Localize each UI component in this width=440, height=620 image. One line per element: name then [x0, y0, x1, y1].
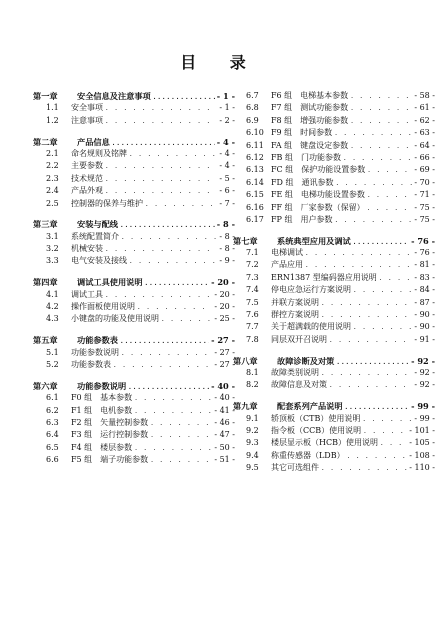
toc-entry-label: 产品应用 [271, 260, 303, 270]
toc-section-entry[interactable] [233, 115, 435, 127]
toc-entry-label: 关于超满载的使用说明 [271, 322, 351, 332]
toc-entry-number: 6.9 [246, 115, 259, 125]
toc-entry-number: 7.5 [246, 297, 259, 307]
toc-entry-number: 第五章 [33, 335, 58, 346]
toc-dot-leader [329, 380, 412, 391]
toc-page-number: - 20 - [211, 277, 235, 288]
toc-section-entry[interactable] [233, 177, 435, 189]
toc-entry-label: 安全事项 [71, 103, 103, 113]
toc-entry-number: 1.2 [46, 115, 59, 125]
toc-entry-label: 并联方案说明 [271, 297, 319, 307]
toc-page-number: - 27 - [211, 335, 235, 346]
toc-page-number: - 64 - [414, 140, 435, 150]
toc-page-number: - 99 - [411, 401, 435, 412]
toc-chapter-entry[interactable] [33, 136, 235, 148]
toc-page-number: - 58 - [414, 91, 435, 100]
toc-entry-number: 6.12 [246, 152, 264, 162]
toc-entry-label: FD 组 通讯参数 [271, 177, 334, 187]
toc-page-number: - 1 - [216, 91, 235, 101]
toc-page-number: - 87 - [414, 297, 435, 307]
toc-dot-leader [121, 232, 217, 243]
toc-section-entry[interactable] [33, 115, 235, 127]
toc-entry-number: 7.2 [246, 260, 259, 270]
toc-dot-leader [105, 174, 217, 185]
toc-dot-leader [336, 357, 409, 367]
toc-page-number: - 84 - [414, 285, 435, 295]
toc-page-number: - 76 - [411, 235, 435, 246]
toc-section-entry[interactable] [33, 392, 235, 404]
toc-dot-leader [367, 190, 412, 201]
toc-dot-leader [347, 451, 408, 462]
toc-gap [233, 346, 435, 354]
toc-entry-label: 功能参数表 [77, 335, 118, 346]
toc-section-entry[interactable] [33, 148, 235, 160]
toc-entry-number: 7.8 [246, 334, 259, 344]
toc-dot-leader [121, 348, 212, 359]
toc-entry-number: 4.3 [46, 314, 59, 324]
toc-entry-number: 7.7 [246, 322, 259, 332]
toc-page-number: - 4 - [219, 161, 235, 171]
toc-entry-number: 6.7 [246, 91, 259, 100]
toc-entry-number: 9.1 [246, 413, 259, 423]
toc-entry-label: 电气安装及接线 [71, 256, 127, 266]
toc-entry-label: 技术规范 [71, 173, 103, 183]
toc-page-number: - 20 - [214, 289, 235, 299]
toc-entry-number: 7.4 [246, 285, 259, 295]
toc-dot-leader [105, 161, 217, 172]
toc-entry-label: 其它可选组件 [271, 463, 319, 473]
toc-dot-leader [321, 368, 412, 379]
toc-section-entry[interactable] [233, 152, 435, 164]
toc-entry-label: FF 组 厂家参数（保留） [271, 202, 365, 212]
toc-dot-leader [305, 248, 412, 259]
toc-section-entry[interactable] [33, 405, 235, 417]
toc-dot-leader [321, 463, 407, 474]
toc-page-number: - 99 - [414, 413, 435, 423]
toc-entry-label: 故障类别说明 [271, 367, 319, 377]
toc-entry-number: 6.13 [246, 165, 264, 175]
toc-section-entry[interactable] [233, 321, 435, 333]
toc-dot-leader [343, 153, 412, 164]
toc-entry-label: 指令板（CCB）使用说明 [271, 425, 362, 435]
toc-dot-leader [334, 215, 412, 226]
toc-section-entry[interactable] [233, 164, 435, 176]
toc-section-entry[interactable] [233, 259, 435, 271]
toc-entry-label: 轿顶板（CTB）使用说明 [271, 413, 361, 423]
toc-chapter-entry[interactable] [33, 380, 235, 392]
toc-dot-leader [321, 298, 412, 309]
toc-chapter-entry[interactable] [233, 235, 435, 247]
toc-chapter-entry[interactable] [33, 334, 235, 346]
toc-dot-leader [137, 302, 212, 313]
toc-section-entry[interactable] [233, 437, 435, 449]
toc-section-entry[interactable] [33, 102, 235, 114]
toc-dot-leader [161, 314, 212, 325]
toc-section-entry[interactable] [33, 243, 235, 255]
toc-dot-leader [367, 203, 413, 214]
toc-column-right [233, 90, 435, 475]
toc-entry-label: F3 组 运行控制参数 [71, 430, 149, 440]
toc-entry-label: 电梯调试 [271, 248, 303, 258]
toc-entry-label: FA 组 键盘设定参数 [271, 140, 349, 150]
toc-section-entry[interactable] [233, 202, 435, 214]
toc-page-number: - 61 - [414, 103, 435, 113]
toc-dot-leader [353, 322, 412, 333]
toc-entry-label: 称重传感器（LDB） [271, 450, 345, 460]
toc-page-number: - 70 - [414, 177, 435, 187]
toc-section-entry[interactable] [33, 359, 235, 371]
toc-dot-leader [350, 103, 412, 114]
toc-dot-leader [134, 393, 212, 404]
toc-page-number: - 76 - [414, 248, 435, 258]
toc-page-number: - 8 - [216, 219, 235, 230]
toc-section-entry[interactable] [33, 160, 235, 172]
toc-page-number: - 110 - [409, 463, 435, 473]
toc-entry-label: F0 组 基本参数 [71, 393, 133, 403]
toc-entry-number: 9.3 [246, 438, 259, 448]
toc-dot-leader [379, 273, 413, 284]
toc-page-number: - 9 - [219, 256, 235, 266]
toc-dot-leader [153, 92, 215, 102]
toc-entry-label: 调试工具 [71, 289, 103, 299]
toc-section-entry[interactable] [233, 425, 435, 437]
toc-entry-number: 8.2 [246, 380, 259, 390]
toc-page-number: - 7 - [219, 198, 235, 208]
toc-dot-leader [150, 430, 212, 441]
toc-dot-leader [120, 336, 209, 346]
toc-page-number: - 108 - [409, 450, 435, 460]
toc-entry-number: 6.1 [46, 393, 59, 403]
toc-entry-label: 功能参数表 [71, 359, 111, 369]
toc-dot-leader [150, 455, 212, 466]
toc-dot-leader [134, 443, 212, 454]
toc-dot-leader [105, 103, 217, 114]
toc-entry-number: 6.15 [246, 190, 264, 200]
toc-entry-number: 3.2 [46, 244, 59, 254]
toc-section-entry[interactable] [233, 90, 435, 102]
toc-entry-label: 楼层显示板（HCB）使用说明 [271, 438, 378, 448]
toc-section-entry[interactable] [33, 417, 235, 429]
toc-dot-leader [112, 138, 215, 148]
toc-page-number: - 105 - [409, 438, 435, 448]
toc-entry-number: 4.2 [46, 302, 59, 312]
toc-chapter-entry[interactable] [33, 218, 235, 230]
toc-entry-number: 第七章 [233, 235, 258, 246]
toc-entry-number: 第一章 [33, 91, 58, 101]
toc-section-entry[interactable] [233, 367, 435, 379]
toc-entry-number: 2.4 [46, 186, 59, 196]
toc-page-number: - 66 - [414, 152, 435, 162]
toc-dot-leader [150, 418, 212, 429]
toc-section-entry[interactable] [233, 462, 435, 474]
toc-page-number: - 27 - [214, 347, 235, 357]
toc-column-left [33, 90, 235, 467]
toc-dot-leader [367, 165, 412, 176]
toc-entry-label: 功能参数说明 [77, 380, 127, 391]
toc-section-entry[interactable] [233, 247, 435, 259]
toc-section-entry[interactable] [233, 334, 435, 346]
toc-section-entry[interactable] [33, 198, 235, 210]
toc-gap [33, 268, 235, 276]
toc-dot-leader [128, 382, 209, 392]
toc-gap [33, 371, 235, 379]
toc-section-entry[interactable] [33, 255, 235, 267]
toc-entry-label: 故障诊断及对策 [277, 355, 335, 366]
toc-section-entry[interactable] [233, 102, 435, 114]
toc-entry-label: F8 组 增强功能参数 [271, 115, 349, 125]
toc-section-entry[interactable] [233, 284, 435, 296]
toc-entry-label: 产品信息 [77, 136, 110, 147]
toc-entry-number: 4.1 [46, 289, 59, 299]
toc-entry-label: 安装与配线 [77, 219, 118, 230]
toc-gap [233, 226, 435, 234]
toc-entry-label: 注意事项 [71, 115, 103, 125]
toc-entry-number: 7.3 [246, 272, 259, 282]
toc-entry-label: 操作面板使用说明 [71, 302, 135, 312]
toc-page-number: - 1 - [219, 103, 235, 113]
toc-entry-label: FB 组 门功能参数 [271, 152, 341, 162]
toc-page-number: - 4 - [216, 136, 235, 147]
page-title: 目 录 [180, 53, 260, 72]
toc-page-number: - 47 - [214, 430, 235, 440]
toc-page-number: - 40 - [214, 393, 235, 403]
toc-gap [233, 392, 435, 400]
toc-entry-label: 命名规则及铭牌 [71, 148, 127, 158]
toc-dot-leader [134, 406, 212, 417]
toc-entry-number: 8.1 [246, 367, 259, 377]
toc-section-entry[interactable] [233, 413, 435, 425]
toc-entry-number: 7.1 [246, 248, 259, 258]
toc-section-entry[interactable] [233, 214, 435, 226]
toc-section-entry[interactable] [33, 429, 235, 441]
toc-entry-label: 同层双开召说明 [271, 334, 327, 344]
toc-entry-number: 第四章 [33, 277, 58, 288]
toc-entry-label: FC 组 保护功能设置参数 [271, 165, 366, 175]
toc-entry-label: F4 组 楼层参数 [71, 442, 133, 452]
toc-chapter-entry[interactable] [233, 355, 435, 367]
toc-page-number: - 51 - [214, 455, 235, 465]
toc-section-entry[interactable] [233, 450, 435, 462]
toc-entry-label: F9 组 时间参数 [271, 128, 333, 138]
toc-section-entry[interactable] [233, 272, 435, 284]
toc-entry-label: F5 组 端子功能参数 [71, 455, 149, 465]
toc-dot-leader [129, 149, 217, 160]
toc-section-entry[interactable] [33, 442, 235, 454]
toc-section-entry[interactable] [33, 289, 235, 301]
toc-entry-label: 配套系列产品说明 [277, 401, 343, 412]
toc-dot-leader [105, 244, 217, 255]
toc-entry-label: FE 组 电梯功能设置参数 [271, 190, 365, 200]
toc-section-entry[interactable] [33, 173, 235, 185]
toc-page-number: - 2 - [219, 115, 235, 125]
toc-page-number: - 63 - [414, 128, 435, 138]
toc-page-number: - 69 - [414, 165, 435, 175]
toc-section-entry[interactable] [33, 347, 235, 359]
toc-dot-leader [350, 116, 412, 127]
toc-page-number: - 92 - [414, 367, 435, 377]
toc-gap [33, 326, 235, 334]
toc-entry-number: 6.2 [46, 405, 59, 415]
toc-entry-number: 第九章 [233, 401, 258, 412]
toc-entry-label: 系统典型应用及调试 [277, 235, 351, 246]
toc-page-number: - 20 - [214, 302, 235, 312]
toc-dot-leader [350, 141, 412, 152]
toc-entry-number: 第六章 [33, 380, 58, 391]
toc-entry-number: 9.2 [246, 425, 259, 435]
toc-entry-number: 3.1 [46, 231, 59, 241]
toc-dot-leader [120, 220, 215, 230]
toc-section-entry[interactable] [33, 313, 235, 325]
toc-dot-leader [362, 414, 412, 425]
toc-entry-label: ERN1387 型编码器应用说明 [271, 272, 377, 282]
toc-entry-number: 9.4 [246, 450, 259, 460]
toc-dot-leader [380, 438, 407, 449]
toc-entry-number: 第二章 [33, 136, 58, 147]
toc-page-number: - 41 - [214, 405, 235, 415]
toc-entry-label: F1 组 电机参数 [71, 405, 133, 415]
toc-page-number: - 46 - [214, 417, 235, 427]
toc-entry-number: 第三章 [33, 219, 58, 230]
toc-entry-label: 停电应急运行方案说明 [271, 285, 351, 295]
toc-page-number: - 8 - [219, 231, 235, 241]
toc-entry-label: 故障信息及对策 [271, 380, 327, 390]
toc-entry-label: F2 组 矢量控制参数 [71, 417, 149, 427]
toc-dot-leader [363, 426, 407, 437]
toc-section-entry[interactable] [233, 309, 435, 321]
toc-dot-leader [105, 116, 217, 127]
toc-entry-number: 7.6 [246, 310, 259, 320]
toc-gap [33, 210, 235, 218]
toc-entry-number: 1.1 [46, 103, 59, 113]
toc-page-number: - 62 - [414, 115, 435, 125]
toc-chapter-entry[interactable] [33, 276, 235, 288]
toc-entry-number: 5.1 [46, 347, 59, 357]
toc-page-number: - 71 - [414, 190, 435, 200]
toc-entry-number: 2.5 [46, 198, 59, 208]
toc-section-entry[interactable] [233, 140, 435, 152]
toc-dot-leader [105, 186, 217, 197]
toc-chapter-entry[interactable] [233, 400, 435, 412]
toc-page-number: - 25 - [214, 314, 235, 324]
toc-entry-number: 6.5 [46, 442, 59, 452]
toc-page-number: - 90 - [414, 322, 435, 332]
toc-page-number: - 40 - [211, 380, 235, 391]
toc-dot-leader [145, 199, 217, 210]
toc-dot-leader [321, 310, 412, 321]
toc-page-number: - 4 - [219, 148, 235, 158]
toc-page-number: - 27 - [214, 359, 235, 369]
toc-dot-leader [305, 260, 412, 271]
toc-entry-number: 6.3 [46, 417, 59, 427]
toc-dot-leader [329, 335, 412, 346]
toc-entry-label: 小键盘的功能及使用说明 [71, 314, 159, 324]
toc-gap [33, 127, 235, 135]
toc-dot-leader [350, 91, 412, 102]
toc-entry-number: 2.2 [46, 161, 59, 171]
toc-entry-label: 群控方案说明 [271, 310, 319, 320]
toc-page-number: - 90 - [414, 310, 435, 320]
toc-page-number: - 92 - [411, 355, 435, 366]
toc-section-entry[interactable] [233, 127, 435, 139]
toc-page-number: - 75 - [414, 214, 435, 224]
toc-dot-leader [113, 360, 212, 371]
toc-section-entry[interactable] [33, 185, 235, 197]
toc-entry-label: 主要参数 [71, 161, 103, 171]
toc-entry-number: 第八章 [233, 355, 258, 366]
toc-page-number: - 101 - [409, 425, 435, 435]
toc-dot-leader [336, 178, 413, 189]
toc-chapter-entry[interactable] [33, 90, 235, 102]
toc-dot-leader [129, 256, 217, 267]
toc-page-number: - 83 - [414, 272, 435, 282]
toc-entry-number: 6.8 [246, 103, 259, 113]
toc-entry-label: 调试工具使用说明 [77, 277, 143, 288]
toc-entry-number: 2.1 [46, 148, 59, 158]
toc-entry-number: 2.3 [46, 173, 59, 183]
toc-entry-number: 6.14 [246, 177, 264, 187]
toc-dot-leader [145, 278, 210, 288]
toc-section-entry[interactable] [233, 379, 435, 391]
toc-entry-number: 6.17 [246, 214, 264, 224]
toc-entry-number: 6.11 [246, 140, 264, 150]
toc-entry-label: 安全信息及注意事项 [77, 91, 151, 101]
toc-section-entry[interactable] [233, 297, 435, 309]
toc-entry-label: FP 组 用户参数 [271, 214, 333, 224]
toc-entry-number: 3.3 [46, 256, 59, 266]
toc-entry-number: 9.5 [246, 463, 259, 473]
toc-page-number: - 6 - [219, 186, 235, 196]
toc-dot-leader [353, 285, 412, 296]
toc-page-number: - 92 - [414, 380, 435, 390]
toc-entry-label: 系统配置简介 [71, 231, 119, 241]
toc-entry-label: 产品外观 [71, 186, 103, 196]
toc-page-number: - 91 - [414, 334, 435, 344]
toc-dot-leader [353, 237, 409, 247]
toc-section-entry[interactable] [33, 231, 235, 243]
toc-dot-leader [345, 402, 410, 412]
toc-page-number: - 50 - [214, 442, 235, 452]
toc-entry-label: 控制器的保养与维护 [71, 198, 143, 208]
toc-entry-number: 5.2 [46, 359, 59, 369]
toc-entry-label: F6 组 电梯基本参数 [271, 91, 349, 100]
toc-section-entry[interactable] [233, 189, 435, 201]
toc-section-entry[interactable] [33, 301, 235, 313]
toc-page-number: - 75 - [414, 202, 435, 212]
toc-dot-leader [334, 128, 412, 139]
toc-entry-label: F7 组 测试功能参数 [271, 103, 349, 113]
toc-dot-leader [105, 290, 212, 301]
toc-section-entry[interactable] [33, 454, 235, 466]
toc-entry-number: 6.16 [246, 202, 264, 212]
toc-entry-label: 功能参数说明 [71, 347, 119, 357]
toc-page-number: - 8 - [219, 244, 235, 254]
toc-page-number: - 81 - [414, 260, 435, 270]
toc-entry-label: 机械安装 [71, 244, 103, 254]
toc-entry-number: 6.10 [246, 128, 264, 138]
toc-entry-number: 6.4 [46, 430, 59, 440]
toc-entry-number: 6.6 [46, 455, 59, 465]
toc-page-number: - 5 - [219, 173, 235, 183]
